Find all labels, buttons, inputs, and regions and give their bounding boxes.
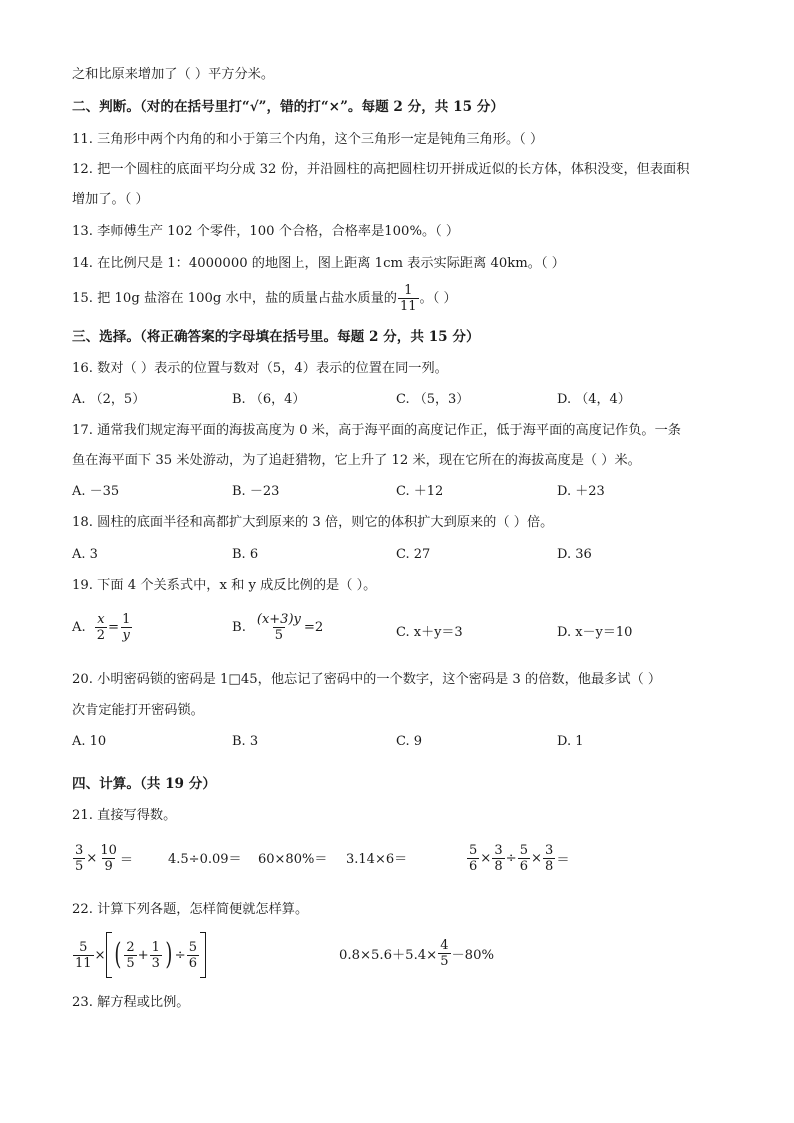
q21-expr-4: 3.14×6＝ <box>346 852 408 867</box>
fraction-x-over-2 <box>95 612 107 643</box>
question-14: 14. 在比例尺是 1：4000000 的地图上，图上距离 1cm 表示实际距离 40km。（ ） <box>72 256 565 271</box>
fraction <box>438 938 450 969</box>
denominator: 9 <box>104 859 113 874</box>
question-12-line1: 12. 把一个圆柱的底面平均分成 32 份，并沿圆柱的高把圆柱切开拼成近似的长方体，体积没变，但表面积 <box>72 162 690 177</box>
q16-option-a: A. （2，5） <box>72 392 146 407</box>
numerator: 4 <box>440 938 449 953</box>
q21-expr-1 <box>72 843 133 874</box>
q21-expr-3: 60×80%＝ <box>258 852 328 867</box>
q17-option-b: B. －23 <box>232 484 280 499</box>
question-15-text: 15. 把 10g 盐溶在 100g 水中，盐的质量占盐水质量的 <box>72 290 397 306</box>
section-judgment-title: 二、判断。（对的在括号里打“√”，错的打“×”。每题 2 分，共 15 分） <box>72 99 504 115</box>
fraction <box>187 940 199 971</box>
fraction <box>73 940 94 971</box>
fraction <box>467 843 479 874</box>
option-label: B. <box>232 620 246 635</box>
q21-expr-2: 4.5÷0.09＝ <box>168 852 242 867</box>
right-square-bracket <box>200 932 206 978</box>
q16-option-d: D. （4，4） <box>557 392 631 407</box>
q21-expr-5 <box>466 843 570 874</box>
q19-option-b <box>232 612 323 643</box>
q17-option-d: D. ＋23 <box>557 484 605 499</box>
denominator: 5 <box>440 954 449 969</box>
q17-option-c: C. ＋12 <box>396 484 444 499</box>
operator: ÷ <box>174 947 186 963</box>
question-17-line2: 鱼在海平面下 35 米处游动，为了追赶猎物，它上升了 12 米，现在它所在的海拔高度是（ ）米。 <box>72 453 641 468</box>
question-20-line1: 20. 小明密码锁的密码是 1□45，他忘记了密码中的一个数字，这个密码是 3 的倍数，他最多试（ ） <box>72 672 662 687</box>
denominator: 8 <box>545 859 554 874</box>
numerator: 10 <box>100 843 117 858</box>
q19-option-d: D. x－y＝10 <box>557 625 633 640</box>
fraction-1-over-y <box>120 612 132 643</box>
q19-option-a <box>72 612 133 643</box>
question-11: 11. 三角形中两个内角的和小于第三个内角，这个三角形一定是钝角三角形。（ ） <box>72 132 544 147</box>
q16-option-c: C. （5，3） <box>396 392 470 407</box>
denominator: 3 <box>151 955 160 971</box>
q18-option-c: C. 27 <box>396 547 431 562</box>
q22-expr-2 <box>339 938 494 969</box>
fraction <box>492 843 504 874</box>
fraction <box>124 940 136 971</box>
fraction <box>518 843 530 874</box>
equation-rhs: =2 <box>303 620 324 635</box>
fraction <box>98 843 119 874</box>
left-paren: ( <box>113 937 121 972</box>
operator: × <box>94 947 106 963</box>
numerator: 3 <box>75 843 84 858</box>
equals-sign: = <box>108 620 120 635</box>
question-17-line1: 17. 通常我们规定海平面的海拔高度为 0 米，高于海平面的高度记作正，低于海平面的高度记作负。一条 <box>72 423 681 438</box>
denominator: 11 <box>399 299 417 314</box>
operator: × <box>480 851 492 866</box>
numerator: 5 <box>519 843 528 858</box>
q20-option-a: A. 10 <box>72 734 107 749</box>
question-16: 16. 数对（ ）表示的位置与数对（5，4）表示的位置在同一列。 <box>72 361 448 376</box>
question-21: 21. 直接写得数。 <box>72 808 177 823</box>
numerator: (x+3)y <box>256 612 301 627</box>
numerator: 1 <box>122 612 131 627</box>
denominator: 6 <box>469 859 478 874</box>
numerator: 5 <box>188 939 198 955</box>
top-line: 之和比原来增加了（ ）平方分米。 <box>72 67 275 82</box>
expression-part: 0.8×5.6＋5.4× <box>339 948 438 963</box>
equals-sign: ＝ <box>556 853 570 868</box>
denominator: 5 <box>75 859 84 874</box>
numerator: 3 <box>494 843 503 858</box>
left-square-bracket <box>106 932 112 978</box>
question-22: 22. 计算下列各题，怎样简便就怎样算。 <box>72 902 309 917</box>
section-choice-title: 三、选择。（将正确答案的字母填在括号里。每题 2 分，共 15 分） <box>72 329 480 345</box>
numerator: 3 <box>545 843 554 858</box>
q22-expr-1 <box>72 932 206 978</box>
question-23: 23. 解方程或比例。 <box>72 995 190 1010</box>
numerator: x <box>97 612 105 627</box>
question-15-answer-paren: 。（ ） <box>419 290 457 306</box>
question-18: 18. 圆柱的底面半径和高都扩大到原来的 3 倍，则它的体积扩大到原来的（ ）倍。 <box>72 515 554 530</box>
section-calc-title: 四、计算。（共 19 分） <box>72 776 216 792</box>
denominator: 11 <box>75 955 92 971</box>
q20-option-d: D. 1 <box>557 734 584 749</box>
q19-option-c: C. x＋y＝3 <box>396 625 463 640</box>
expression-part: －80% <box>451 948 494 963</box>
operator: × <box>86 851 98 866</box>
fraction-expression <box>255 612 303 643</box>
question-13: 13. 李师傅生产 102 个零件，100 个合格，合格率是100%。（ ） <box>72 224 460 239</box>
denominator: 6 <box>519 859 528 874</box>
q18-option-a: A. 3 <box>72 547 98 562</box>
denominator: 5 <box>274 628 284 643</box>
equals-sign: ＝ <box>119 853 134 868</box>
operator: × <box>530 851 543 866</box>
q18-option-d: D. 36 <box>557 547 592 562</box>
q17-option-a: A. －35 <box>72 484 120 499</box>
numerator: 1 <box>404 283 413 298</box>
numerator: 5 <box>469 843 478 858</box>
fraction-1-11 <box>398 283 419 314</box>
q20-option-b: B. 3 <box>232 734 259 749</box>
question-15 <box>72 283 457 314</box>
fraction <box>543 843 555 874</box>
numerator: 1 <box>151 939 160 955</box>
numerator: 2 <box>126 939 135 955</box>
denominator: y <box>122 628 130 643</box>
right-paren: ) <box>165 937 173 972</box>
question-20-line2: 次肯定能打开密码锁。 <box>72 703 204 718</box>
operator: ÷ <box>505 851 517 866</box>
denominator: 8 <box>494 859 503 874</box>
denominator: 6 <box>188 955 198 971</box>
q20-option-c: C. 9 <box>396 734 423 749</box>
q18-option-b: B. 6 <box>232 547 259 562</box>
operator: + <box>137 947 149 963</box>
fraction <box>73 843 85 874</box>
q16-option-b: B. （6，4） <box>232 392 306 407</box>
numerator: 5 <box>79 939 88 955</box>
fraction <box>150 940 162 971</box>
denominator: 5 <box>126 955 135 971</box>
question-12-line2: 增加了。（ ） <box>72 192 149 207</box>
denominator: 2 <box>96 628 105 643</box>
option-label: A. <box>72 620 86 635</box>
question-19: 19. 下面 4 个关系式中，x 和 y 成反比例的是（ ）。 <box>72 578 377 593</box>
